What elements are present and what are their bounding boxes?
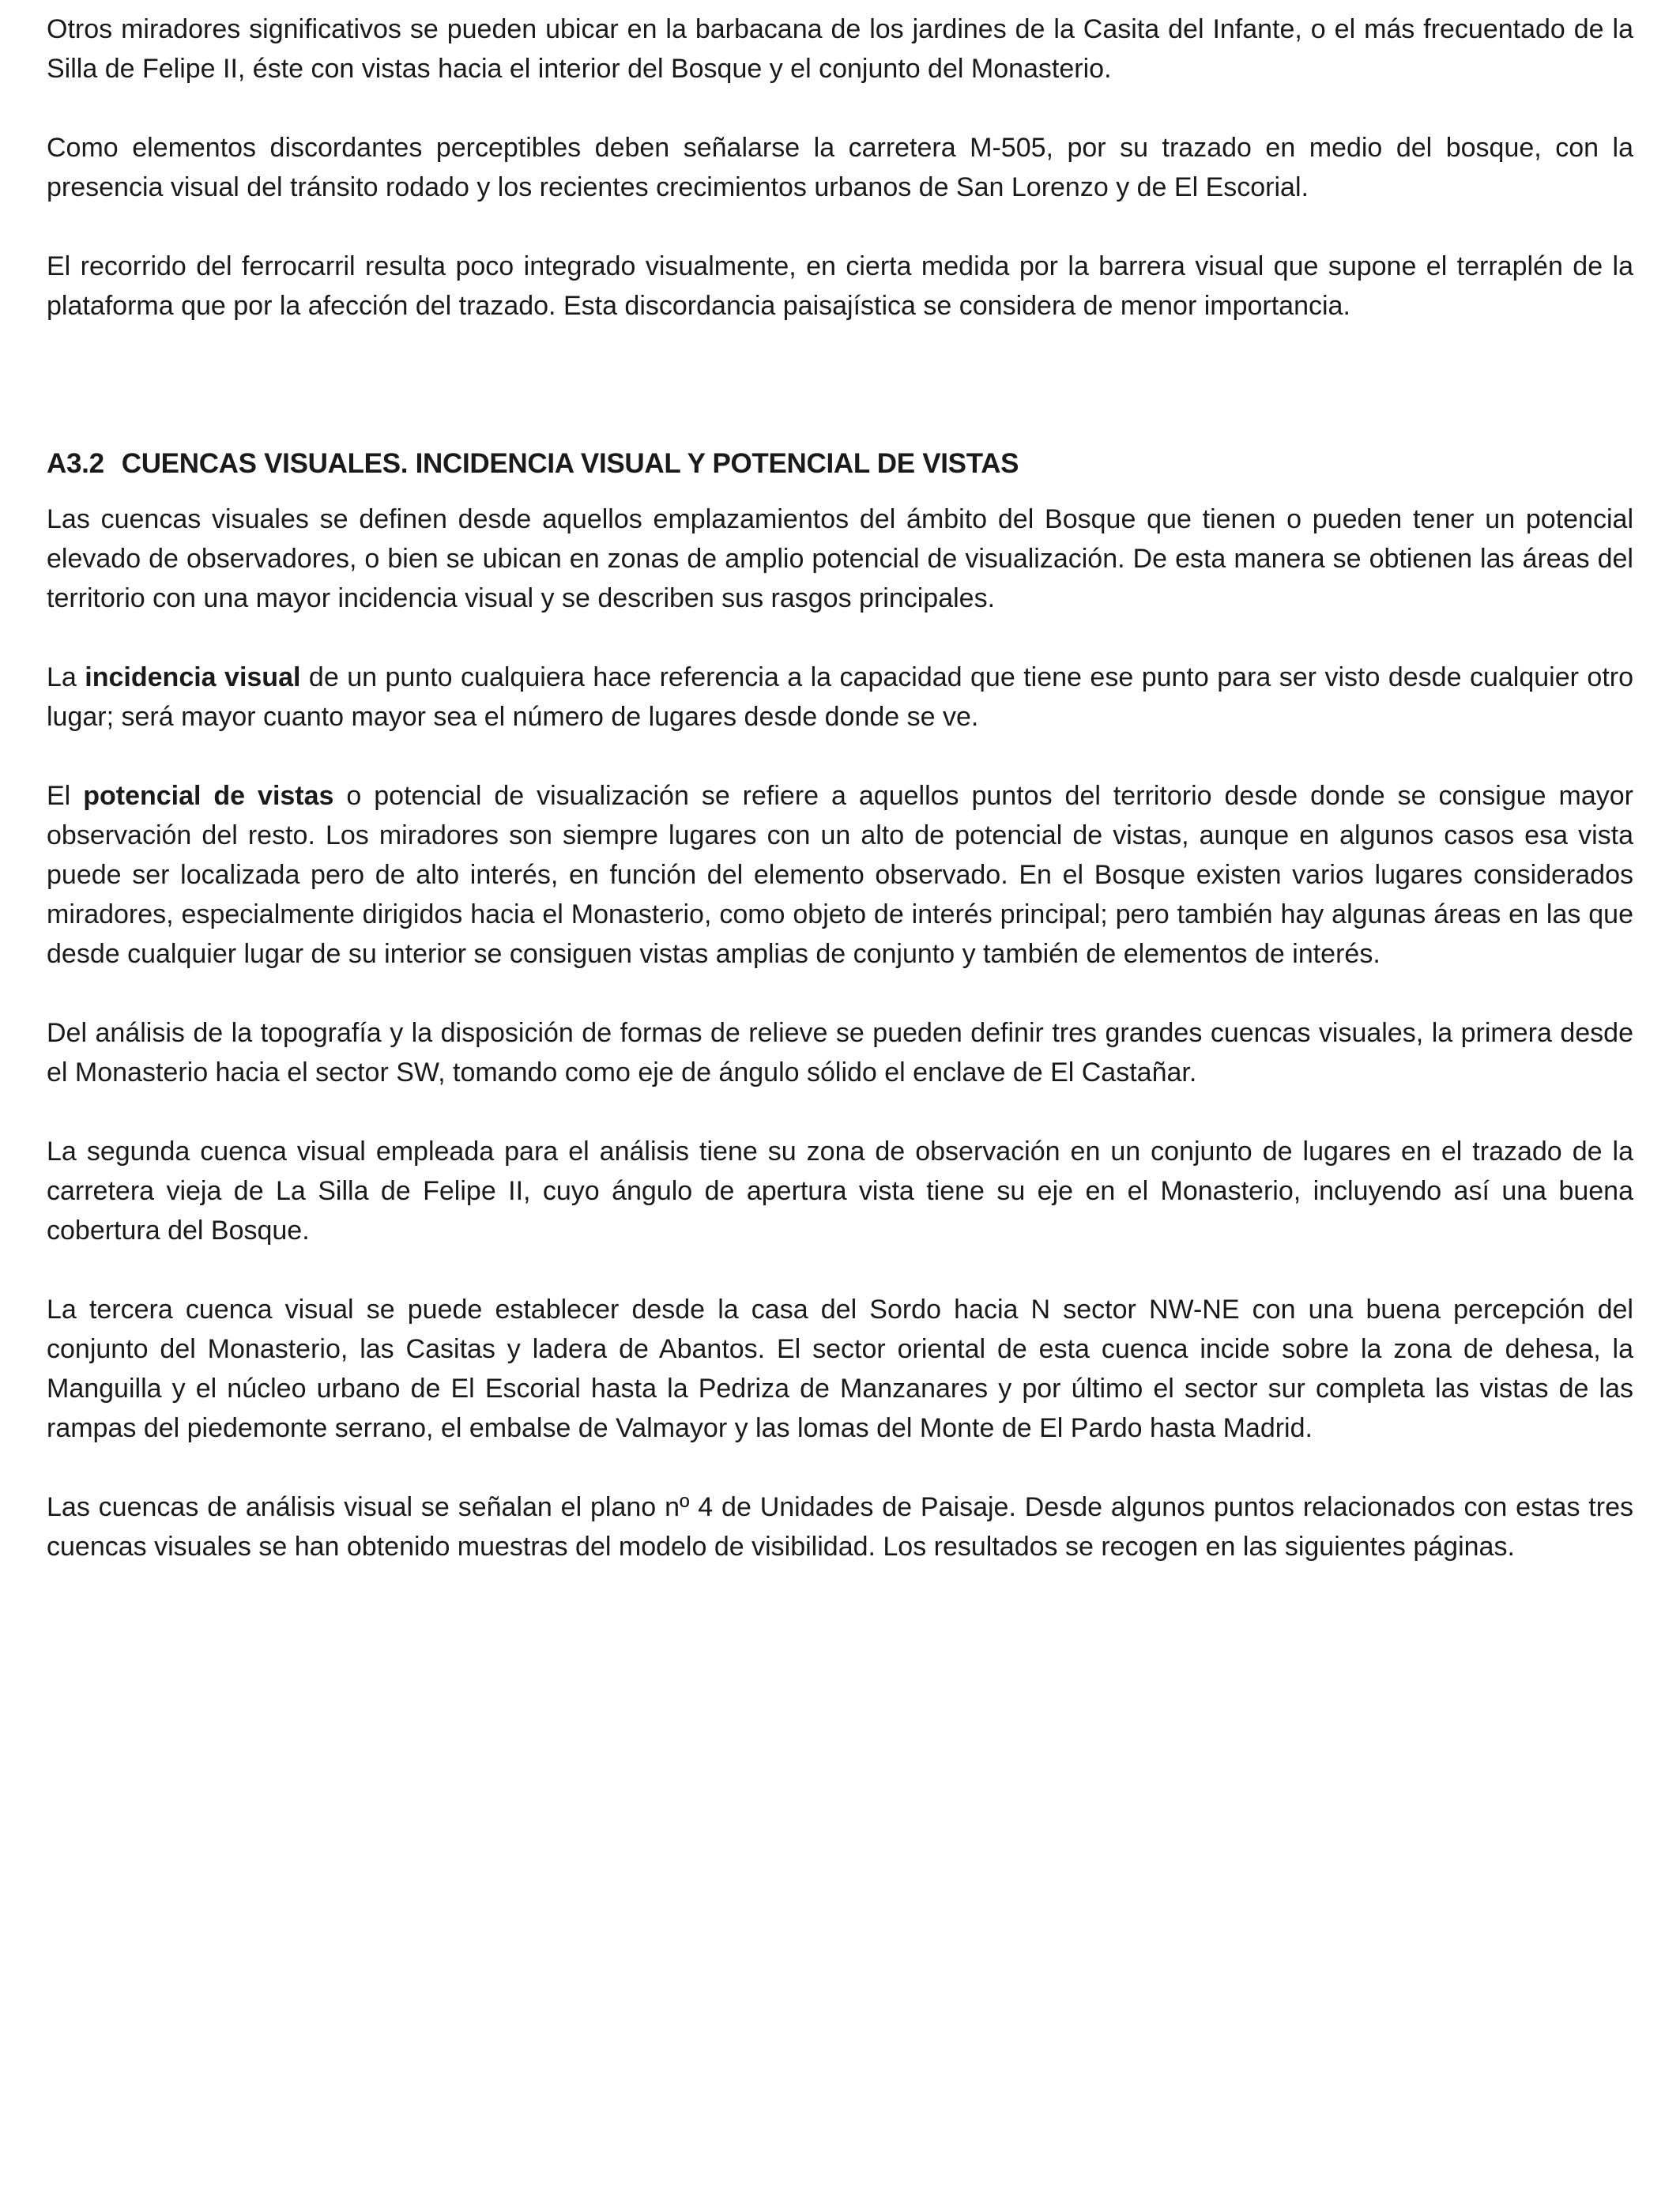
- paragraph-potencial-vistas: [47, 776, 1633, 974]
- bold-term-potencial-de-vistas: potencial de vistas: [83, 781, 334, 811]
- paragraph-primera-cuenca: Del análisis de la topografía y la disposición de formas de relieve se pueden definir tres grandes cuencas visuales, la primera desde el Monasterio hacia el sector SW, tomando como eje de ángulo sólido el enclave de El Castañar.: [47, 1018, 1633, 1088]
- section-spacer: [47, 365, 1633, 444]
- intro-paragraph-miradores: Otros miradores significativos se pueden ubicar en la barbacana de los jardines de la Casita del Infante, o el más frecuentado de la Silla de Felipe II, éste con vistas hacia el interior del Bosque y el conjunto del Monasterio.: [47, 14, 1633, 84]
- section-number: A3.2: [47, 448, 104, 479]
- paragraph-prefix: La: [47, 662, 85, 692]
- paragraph-plano-resultados: Las cuencas de análisis visual se señalan el plano nº 4 de Unidades de Paisaje. Desde algunos puntos relacionados con estas tres cuencas visuales se han obtenido muestras del modelo de visibilidad. Los resultados se recogen en las siguientes páginas.: [47, 1492, 1633, 1562]
- bold-term-incidencia-visual: incidencia visual: [85, 662, 301, 692]
- section-title: CUENCAS VISUALES. INCIDENCIA VISUAL Y POTENCIAL DE VISTAS: [121, 448, 1019, 479]
- intro-paragraph-ferrocarril: El recorrido del ferrocarril resulta poco integrado visualmente, en cierta medida por la barrera visual que supone el terraplén de la plataforma que por la afección del trazado. Esta discordancia paisajística se considera de menor importancia.: [47, 251, 1633, 321]
- intro-paragraph-discordantes: Como elementos discordantes perceptibles deben señalarse la carretera M-505, por su trazado en medio del bosque, con la presencia visual del tránsito rodado y los recientes crecimientos urbanos de San Lorenzo y de El Escorial.: [47, 133, 1633, 202]
- document-page: [47, 9, 1633, 1606]
- paragraph-prefix: El: [47, 781, 84, 811]
- section-heading: [47, 444, 1633, 484]
- paragraph-cuencas-definicion: Las cuencas visuales se definen desde aquellos emplazamientos del ámbito del Bosque que tienen o pueden tener un potencial elevado de observadores, o bien se ubican en zonas de amplio potencial de visualización. De esta manera se obtienen las áreas del territorio con una mayor incidencia visual y se describen sus rasgos principales.: [47, 504, 1633, 613]
- paragraph-tercera-cuenca: La tercera cuenca visual se puede establecer desde la casa del Sordo hacia N sector NW-NE con una buena percepción del conjunto del Monasterio, las Casitas y ladera de Abantos. El sector oriental de esta cuenca incide sobre la zona de dehesa, la Manguilla y el núcleo urbano de El Escorial hasta la Pedriza de Manzanares y por último el sector sur completa las vistas de las rampas del piedemonte serrano, el embalse de Valmayor y las lomas del Monte de El Pardo hasta Madrid.: [47, 1295, 1633, 1443]
- paragraph-incidencia-visual: [47, 658, 1633, 737]
- paragraph-segunda-cuenca: La segunda cuenca visual empleada para el análisis tiene su zona de observación en un conjunto de lugares en el trazado de la carretera vieja de La Silla de Felipe II, cuyo ángulo de apertura vista tiene su eje en el Monasterio, incluyendo así una buena cobertura del Bosque.: [47, 1137, 1633, 1246]
- paragraph-body: de un punto cualquiera hace referencia a la capacidad que tiene ese punto para ser visto desde cualquier otro lugar; será mayor cuanto mayor sea el número de lugares desde donde se ve.: [47, 662, 1633, 732]
- paragraph-body: o potencial de visualización se refiere a aquellos puntos del territorio desde donde se consigue mayor observación del resto. Los miradores son siempre lugares con un alto de potencial de vistas, aunque en algunos casos esa vista puede ser localizada pero de alto interés, en función del elemento observado. En el Bosque existen varios lugares considerados miradores, especialmente dirigidos hacia el Monasterio, como objeto de interés principal; pero también hay algunas áreas en las que desde cualquier lugar de su interior se consiguen vistas amplias de conjunto y también de elementos de interés.: [47, 781, 1633, 969]
